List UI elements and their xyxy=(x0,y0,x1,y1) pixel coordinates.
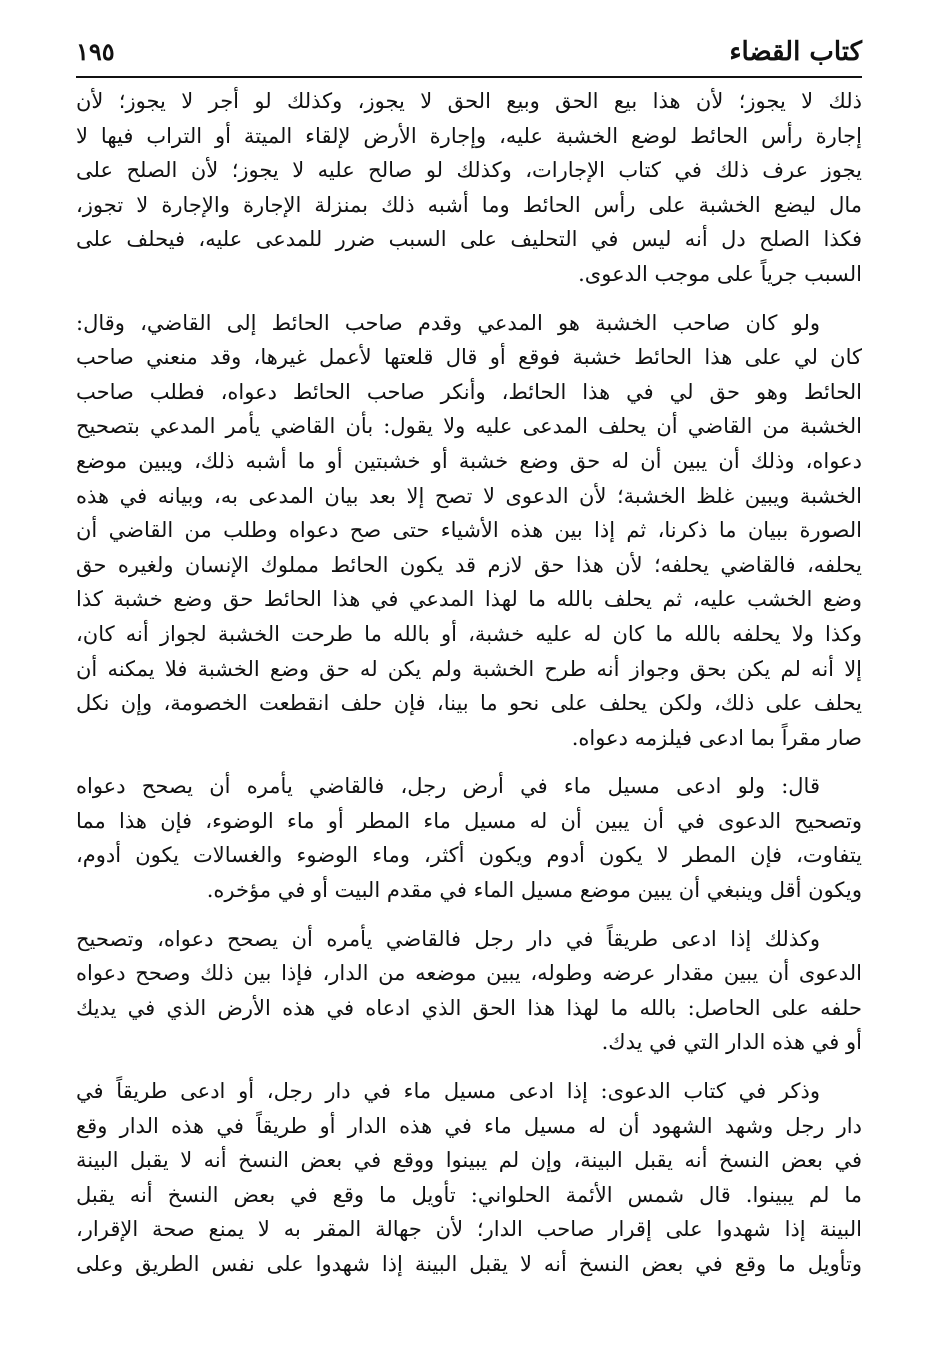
text-line: ولو كان صاحب الخشبة هو المدعي وقدم صاحب الحائط إلى القاضي، وقال: xyxy=(76,310,820,335)
text-line: السبب جرياً على موجب الدعوى. xyxy=(578,261,862,286)
book-page xyxy=(76,30,862,1340)
text-line: يحلف على ذلك، ولكن يحلف على نحو ما بينا، فإن حلف انقطعت الخصومة، وإن نكل xyxy=(76,691,862,716)
text-line: الحائط وهو حق لي في هذا الحائط، وأنكر صاحب الحائط دعواه، فطلب صاحب xyxy=(76,379,862,404)
paragraph-4 xyxy=(76,922,862,1060)
text-line: أو في هذه الدار التي في يدك. xyxy=(601,1030,862,1055)
text-line: كان لي على هذا الحائط خشبة فوقع أو قال قلعتها لأعمل غيرها، وقد منعني صاحب xyxy=(76,345,862,370)
body-text xyxy=(76,84,862,1282)
text-line: دعواه، وذلك أن يبين أن له حق وضع خشبة أو خشبتين أو ما أشبه ذلك، ويبين موضع xyxy=(76,448,862,473)
paragraph-1 xyxy=(76,84,862,292)
text-line: وتأويل ما وقع في بعض النسخ أنه لا يقبل البينة إذا شهدوا على نفس الطريق وعلى xyxy=(76,1252,862,1276)
text-line: وتصحيح الدعوى في أن يبين أن له مسيل ماء المطر أو ماء الوضوء، فإن هذا مما xyxy=(76,808,862,833)
text-line: يحلفه، فالقاضي يحلفه؛ لأن هذا حق لازم قد يكون الحائط مملوك الإنسان ولغيره حق xyxy=(76,552,862,577)
text-line: قال: ولو ادعى مسيل ماء في أرض رجل، فالقاضي يأمره أن يصحح دعواه xyxy=(76,774,820,799)
text-line: حلفه على الحاصل: بالله ما لهذا هذا الحق الذي ادعاه في هذه الأرض الذي في يديك xyxy=(76,995,862,1020)
text-line: إجارة رأس الحائط لوضع الخشبة عليه، وإجارة الأرض لإلقاء الميتة أو التراب فيها لا xyxy=(76,123,862,148)
text-line: في بعض النسخ أنه يقبل البينة، وإن لم يبينوا ووقع في بعض النسخ أنه لا يقبل البينة xyxy=(76,1148,862,1173)
text-line: يجوز عرف ذلك في كتاب الإجارات، وكذلك لو صالح عليه لا يجوز؛ لأن الصلح على xyxy=(76,158,862,183)
paragraph-2 xyxy=(76,306,862,756)
text-line: صار مقراً بما ادعى فيلزمه دعواه. xyxy=(571,725,862,750)
paragraph-5 xyxy=(76,1074,862,1282)
page-number: ١٩٥ xyxy=(76,37,115,66)
text-line: دار رجل وشهد الشهود أن له مسيل ماء في هذه الدار أو طريقاً في هذه الدار وقع xyxy=(76,1113,862,1138)
paragraph-3 xyxy=(76,769,862,907)
text-line: وضع الخشب عليه، ثم يحلف بالله ما لهذا المدعي في هذا الحائط حق وضع خشبة كذا xyxy=(76,587,862,612)
text-line: الخشبة ويبين غلظ الخشبة؛ لأن الدعوى لا تصح إلا بعد بيان المدعى به، وبيانه في هذه xyxy=(76,483,862,508)
text-line: يتفاوت، فإن المطر لا يكون أدوم ويكون أكثر، وماء الوضوء والغسالات يكون أدوم، xyxy=(76,843,862,868)
text-line: وذكر في كتاب الدعوى: إذا ادعى مسيل ماء في دار رجل، أو ادعى طريقاً في xyxy=(76,1079,820,1104)
page-header xyxy=(76,30,862,78)
text-line: ما لم يبينوا. قال شمس الأئمة الحلواني: تأويل ما وقع في بعض النسخ أنه يقبل xyxy=(76,1182,862,1207)
text-line: إلا أنه لم يكن بحق وجواز أنه طرح الخشبة ولم يكن له حق وضع الخشبة فلا يمكنه أن xyxy=(76,656,862,681)
text-line: الصورة ببيان ما ذكرنا، ثم إذا بين هذه الأشياء حتى صح دعواه وطلب من القاضي أن xyxy=(76,518,862,543)
text-line: ويكون أقل وينبغي أن يبين موضع مسيل الماء في مقدم البيت أو في مؤخره. xyxy=(206,878,862,903)
text-line: مال ليضع الخشبة على رأس الحائط وما أشبه ذلك بمنزلة الإجارة والإجارة لا تجوز، xyxy=(76,192,862,217)
text-line: الدعوى أن يبين مقدار عرضه وطوله، يبين موضعه من الدار، فإذا بين ذلك وصحح دعواه xyxy=(76,961,862,986)
text-line: وكذلك إذا ادعى طريقاً في دار رجل فالقاضي يأمره أن يصحح دعواه، وتصحيح xyxy=(76,926,820,951)
text-line: البينة إذا شهدوا على إقرار صاحب الدار؛ لأن جهالة المقر به لا يمنع صحة الإقرار، xyxy=(76,1217,862,1242)
text-line: ذلك لا يجوز؛ لأن هذا بيع الحق وبيع الحق لا يجوز، وكذلك لو أجر لا يجوز؛ لأن xyxy=(76,89,862,113)
text-line: فكذا الصلح دل أنه ليس في التحليف على السبب ضرر للمدعى عليه، فيحلف على xyxy=(76,227,862,252)
running-title: كتاب القضاء xyxy=(729,37,862,67)
text-line: وكذا ولا يحلفه بالله ما كان له عليه خشبة، أو بالله ما طرحت الخشبة لجواز أنه كان، xyxy=(76,621,862,646)
text-line: الخشبة من القاضي أن يحلف المدعى عليه ولا يقول: بأن القاضي يأمر المدعي بتصحيح xyxy=(76,414,862,439)
